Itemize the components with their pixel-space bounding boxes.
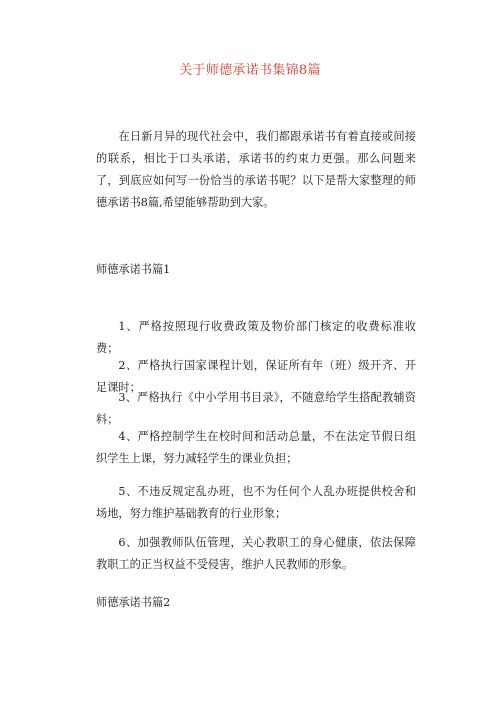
list-item: 3、严格执行《中小学用书目录》，不随意给学生搭配教辅资料； [96,391,416,426]
list-item: 5、不违反规定乱办班，也不为任何个人乱办班提供校舍和场地，努力维护基础教育的行业形象； [96,485,416,520]
section-heading-1: 师德承诺书篇1 [96,263,171,276]
intro-paragraph: 在日新月异的现代社会中，我们都跟承诺书有着直接或间接的联系，相比于口头承诺，承诺书的约束力更强。那么问题来了，到底应如何写一份恰当的承诺书呢？以下是帮大家整理的师德承诺书8篇,希望能够帮助到大家。 [96,130,416,209]
list-item: 6、加强教师队伍管理，关心教职工的身心健康，依法保障教职工的正当权益不受侵害，维护人民教师的形象。 [96,536,416,571]
section-heading-2: 师德承诺书篇2 [96,596,171,609]
list-item: 4、严格控制学生在校时间和活动总量，不在法定节假日组织学生上课，努力减轻学生的课业负担； [96,430,416,465]
document-title: 关于师德承诺书集锦8篇 [179,63,321,78]
list-item: 1、严格按照现行收费政策及物价部门核定的收费标准收费； [96,320,416,355]
list-item: 2、严格执行国家课程计划，保证所有年（班）级开齐、开足课时； [96,359,416,394]
